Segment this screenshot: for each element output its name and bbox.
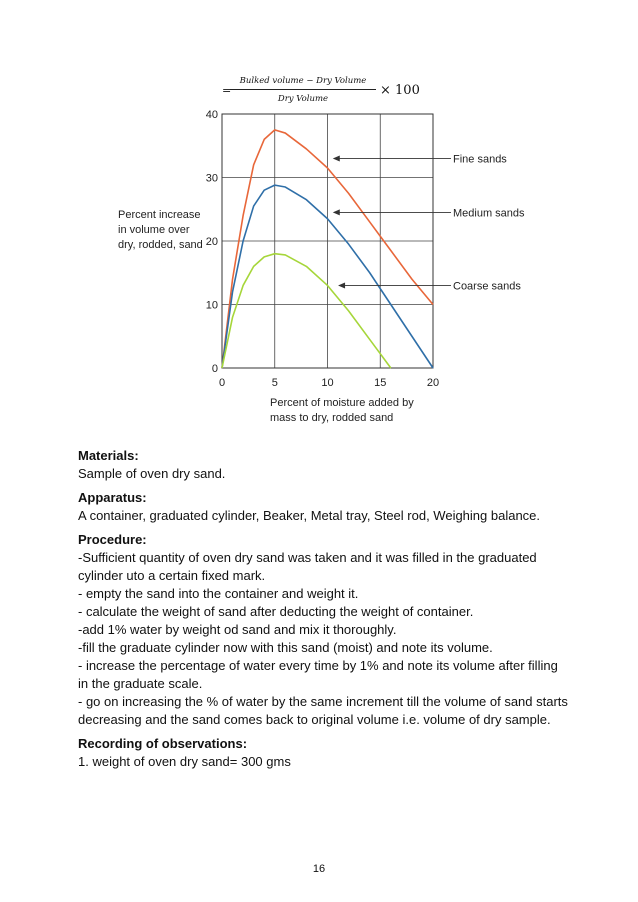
y-axis-label-line: in volume over: [118, 224, 190, 236]
x-axis-label-line: Percent of moisture added by: [270, 397, 414, 409]
y-axis-label-line: Percent increase: [118, 209, 201, 221]
y-tick-label: 30: [205, 172, 218, 185]
procedure-step: -add 1% water by weight od sand and mix it thoroughly.: [78, 622, 397, 637]
y-axis-label: [118, 209, 203, 251]
procedure-step: - empty the sand into the container and weight it.: [78, 586, 359, 601]
materials-heading: Materials:: [78, 448, 139, 463]
x-axis-label: [270, 397, 414, 424]
materials-text: Sample of oven dry sand.: [78, 466, 226, 481]
procedure-heading: Procedure:: [78, 532, 147, 547]
y-tick-label: 20: [205, 236, 218, 248]
formula-multiplier: × 100: [380, 83, 420, 98]
series-label-coarse-sands: Coarse sands: [453, 280, 521, 293]
chart-series-labels: [333, 153, 525, 292]
arrow-head-fine-sands: [333, 155, 340, 161]
recording-line: 1. weight of oven dry sand= 300 gms: [78, 754, 291, 769]
series-line-coarse-sands: [222, 254, 391, 368]
series-label-medium-sands: Medium sands: [453, 207, 525, 220]
y-axis-label-line: dry, rodded, sand: [118, 239, 203, 251]
x-tick-label: 0: [218, 377, 226, 389]
document-body: [78, 447, 568, 771]
chart-gridlines: [222, 114, 433, 368]
procedure-step: - increase the percentage of water every time by 1% and note its volume after filling in the graduate scale.: [78, 658, 558, 691]
x-tick-label: 10: [321, 377, 334, 389]
x-tick-label: 5: [271, 377, 278, 389]
x-axis-label-line: mass to dry, rodded sand: [270, 412, 394, 424]
x-tick-label: 15: [374, 377, 387, 389]
page-number: 16: [312, 863, 326, 875]
apparatus-text: A container, graduated cylinder, Beaker, Metal tray, Steel rod, Weighing balance.: [78, 508, 541, 523]
formula-equals: =: [222, 84, 232, 97]
x-tick-label: 20: [426, 377, 440, 389]
formula-fraction-bar: [230, 89, 376, 90]
y-tick-label: 10: [205, 299, 218, 312]
procedure-step: - go on increasing the % of water by the same increment till the volume of sand starts decreasing and the sand comes back to original volume i.e. volume of dry sample.: [78, 694, 568, 727]
procedure-step: -fill the graduate cylinder now with this sand (moist) and note its volume.: [78, 640, 493, 655]
y-tick-label: 0: [211, 363, 218, 375]
formula-denominator: Dry Volume: [277, 94, 329, 104]
procedure-step: -Sufficient quantity of oven dry sand was taken and it was filled in the graduated cylinder uto a certain fixed mark.: [78, 550, 537, 583]
arrow-head-medium-sands: [333, 209, 340, 215]
procedure-step: - calculate the weight of sand after deducting the weight of container.: [78, 604, 474, 619]
formula-numerator: Bulked volume − Dry Volume: [239, 76, 367, 86]
series-label-fine-sands: Fine sands: [453, 153, 507, 166]
bulking-chart: [100, 100, 540, 430]
y-tick-label: 40: [205, 109, 218, 121]
apparatus-heading: Apparatus:: [78, 490, 147, 505]
recording-heading: Recording of observations:: [78, 736, 248, 751]
arrow-head-coarse-sands: [338, 282, 345, 288]
